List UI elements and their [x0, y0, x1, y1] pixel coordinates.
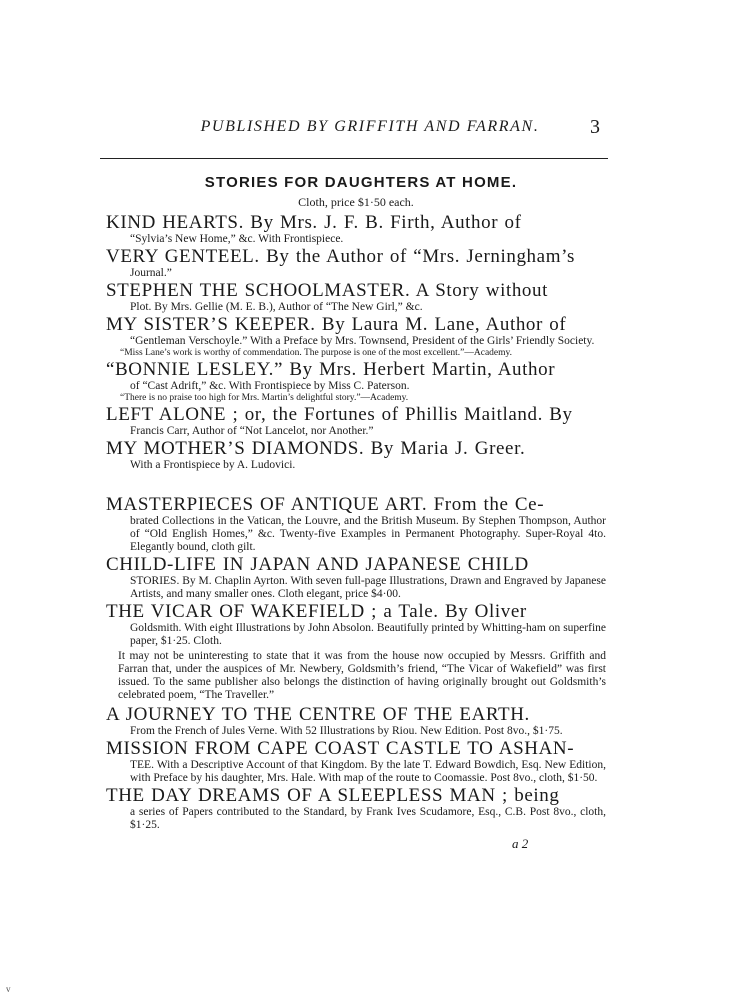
- book-title: THE VICAR OF WAKEFIELD ; a Tale. By Oliver: [106, 601, 527, 622]
- review-quote: “There is no praise too high for Mrs. Martin’s delightful story.”—Academy.: [120, 393, 409, 403]
- header-rule: [100, 158, 608, 159]
- book-entry: [106, 601, 606, 648]
- book-description: STORIES. By M. Chaplin Ayrton. With seven full-page Illustrations, Drawn and Engraved by Japanese Artists, and many smaller ones. Cloth elegant, price $4·00.: [130, 575, 606, 600]
- book-title: LEFT ALONE ; or, the Fortunes of Phillis Maitland. By: [106, 404, 573, 425]
- book-title: MISSION FROM CAPE COAST CASTLE TO ASHAN-: [106, 738, 575, 759]
- book-entry: [106, 212, 606, 246]
- historical-note: It may not be uninteresting to state that it was from the house now occupied by Messrs. Griffith and Farran that, under the auspices of Mr. Newbery, Goldsmith’s friend, “The Vicar of Wakefield” was first issued. To the same publisher also belongs the distinction of having originally brought out Goldsmith’s celebrated poem, “The Traveller.”: [118, 650, 606, 701]
- book-description: Journal.”: [130, 267, 172, 279]
- book-description: brated Collections in the Vatican, the Louvre, and the British Museum. By Stephen Thompson, Author of “Old English Homes,” &c. Twenty-five Examples in Permanent Photography. Super-Royal 4to. Elegantly bound, cloth gilt.: [130, 515, 606, 553]
- book-title: STEPHEN THE SCHOOLMASTER. A Story without: [106, 280, 549, 301]
- section-gap: [106, 472, 606, 494]
- book-title: MY MOTHER’S DIAMONDS. By Maria J. Greer.: [106, 438, 526, 459]
- book-description: Francis Carr, Author of “Not Lancelot, nor Another.”: [130, 425, 374, 437]
- book-description: TEE. With a Descriptive Account of that Kingdom. By the late T. Edward Bowdich, Esq. New Edition, with Preface by his daughter, Mrs. Hale. With map of the route to Coomassie. Post 8vo., cloth, $1·50.: [130, 759, 606, 784]
- book-description: “Gentleman Verschoyle.” With a Preface by Mrs. Townsend, President of the Girls’ Friendly Society.: [130, 335, 595, 347]
- book-entry: [106, 554, 606, 601]
- review-quote: “Miss Lane’s work is worthy of commendation. The purpose is one of the most excellent.”—Academy.: [120, 348, 513, 358]
- book-entry: [106, 404, 606, 438]
- book-title: A JOURNEY TO THE CENTRE OF THE EARTH.: [106, 704, 530, 725]
- book-entry: [106, 785, 606, 832]
- signature-mark: a 2: [512, 836, 529, 851]
- book-entry: [106, 738, 606, 785]
- page-content: [106, 174, 606, 832]
- book-entry: [106, 359, 606, 404]
- book-description: From the French of Jules Verne. With 52 Illustrations by Riou. New Edition. Post 8vo., $1·75.: [130, 725, 563, 737]
- book-title: VERY GENTEEL. By the Author of “Mrs. Jerningham’s: [106, 246, 575, 267]
- book-description: Plot. By Mrs. Gellie (M. E. B.), Author of “The New Girl,” &c.: [130, 301, 423, 313]
- book-description: a series of Papers contributed to the Standard, by Frank Ives Scudamore, Esq., C.B. Post 8vo., cloth, $1·25.: [130, 806, 606, 831]
- book-title: MY SISTER’S KEEPER. By Laura M. Lane, Author of: [106, 314, 567, 335]
- page-number: 3: [590, 116, 600, 138]
- book-description: of “Cast Adrift,” &c. With Frontispiece by Miss C. Paterson.: [130, 380, 410, 392]
- book-description: “Sylvia’s New Home,” &c. With Frontispiece.: [130, 233, 344, 245]
- book-entry: [106, 494, 606, 554]
- book-title: KIND HEARTS. By Mrs. J. F. B. Firth, Author of: [106, 212, 522, 233]
- book-title: MASTERPIECES OF ANTIQUE ART. From the Ce-: [106, 494, 545, 515]
- book-title: “BONNIE LESLEY.” By Mrs. Herbert Martin, Author: [106, 359, 556, 380]
- book-entry: [106, 438, 606, 472]
- book-title: CHILD-LIFE IN JAPAN AND JAPANESE CHILD: [106, 554, 529, 575]
- book-title: THE DAY DREAMS OF A SLEEPLESS MAN ; being: [106, 785, 560, 806]
- book-entry: [106, 246, 606, 280]
- book-description: Goldsmith. With eight Illustrations by John Absolon. Beautifully printed by Whitting-ham on superfine paper, $1·25. Cloth.: [130, 622, 606, 647]
- price-note: Cloth, price $1·50 each.: [298, 195, 414, 209]
- book-description: With a Frontispiece by A. Ludovici.: [130, 459, 296, 471]
- section-title: STORIES FOR DAUGHTERS AT HOME.: [204, 174, 518, 191]
- corner-mark: v: [6, 984, 11, 994]
- page-header: PUBLISHED BY GRIFFITH AND FARRAN.: [200, 118, 540, 135]
- book-entry: [106, 314, 606, 359]
- book-entry: [106, 280, 606, 314]
- book-entry: [106, 704, 606, 738]
